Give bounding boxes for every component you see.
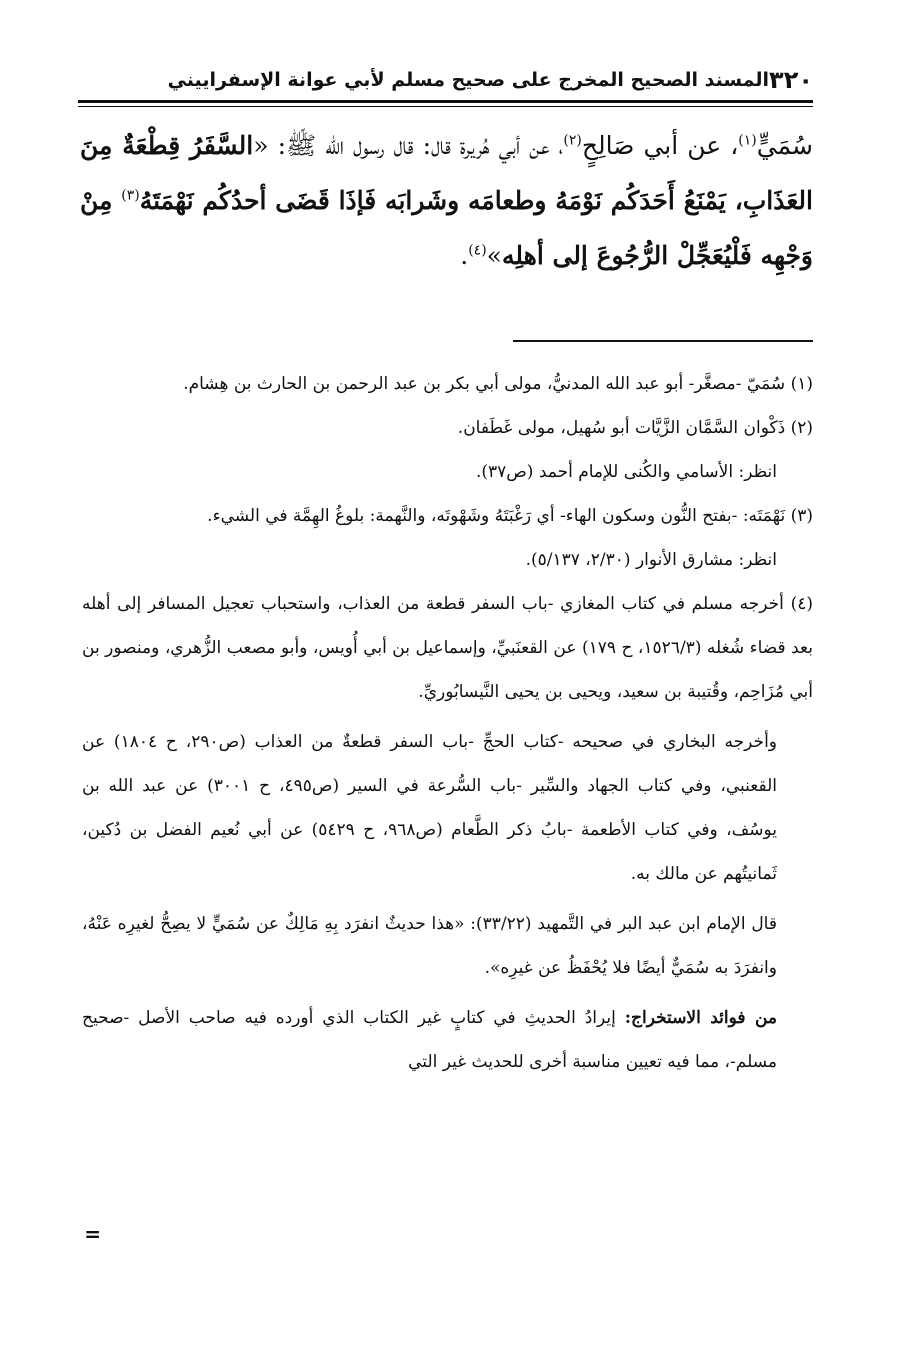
- narrator-1: سُمَيٍّ: [756, 131, 814, 160]
- footnote-4-bukhari: وأخرجه البخاري في صحيحه -كتاب الحجِّ -باب السفر قطعةٌ من العذاب (ص٢٩٠، ح ١٨٠٤) عن القعنبي، وفي كتاب الجهاد والسِّير -باب السُّرعة في السير (ص٤٩٥، ح ٣٠٠١) عن عبد الله بن يوسُف، وفي كتاب الأطعمة -بابُ ذكر الطَّعام (ص٩٦٨، ح ٥٤٢٩) عن أبي نُعيم الفضل بن دُكين، ثَمانيتُهم عن مالك به.: [82, 732, 777, 884]
- sentence-end: .: [460, 241, 469, 270]
- footnote-ref-1: (١): [738, 132, 757, 149]
- benefits-text: إيرادُ الحديثِ في كتابٍ غير الكتاب الذي أورده فيه صاحب الأصل -صحيح مسلم-، مما فيه تعيين مناسبة أخرى للحديث غير التي: [82, 1008, 777, 1072]
- footnote-ref-3: (٣): [121, 187, 140, 204]
- footnote-1: (١) سُمَيّ -مصغَّر- أبو عبد الله المدنيُّ، مولى أبي بكر بن عبد الرحمن بن الحارث بن هِشام.: [183, 374, 813, 394]
- header-rule-thin: [78, 106, 813, 107]
- hadith-text: [80, 118, 813, 283]
- footnote-2-ref: انظر: الأسامي والكُنى للإمام أحمد (ص٣٧).: [475, 462, 777, 482]
- footnote-3: (٣) نَهْمَتَه: -بفتح النُّون وسكون الهاء- أي رَغْبَتَهُ وشَهْوتَه، والنَّهمة: بلوغُ الهِمَّة في الشيء.: [207, 506, 813, 526]
- quote-close: »: [486, 241, 502, 270]
- page-number: ٣٢٠: [769, 66, 813, 94]
- footnote-divider: [513, 340, 813, 342]
- narrator-2: ، عن أبي صَالِحٍ: [581, 131, 739, 160]
- hadith-matn-2: مِنْ وَجْهِه فَلْيُعَجِّلْ الرُّجُوعَ إلى أهلِه: [80, 186, 813, 270]
- footnote-2: (٢) ذَكْوان السَّمَّان الزَّيَّات أبو سُهيل، مولى غَطَفان.: [457, 418, 813, 438]
- benefits-label: من فوائد الاستخراج:: [624, 1008, 778, 1028]
- running-title: المسند الصحيح المخرج على صحيح مسلم لأبي عوانة الإسفراييني: [167, 69, 770, 91]
- page-header: [168, 62, 813, 98]
- footnote-4-benefits: [82, 996, 813, 1084]
- footnote-4-ibn-abd-al-barr: قال الإمام ابن عبد البر في التَّمهيد (٣٣/٢٢): «هذا حديثٌ انفرَد بِهِ مَالِكٌ عن سُمَيٍّ لا يصِحُّ لغيرِه عَنْهُ، وانفرَدَ به سُمَيٌّ أيضًا فلا يُحْفَظُ عن غيرِه».: [82, 914, 777, 978]
- footnote-4: (٤) أخرجه مسلم في كتاب المغازي -باب السفر قطعة من العذاب، واستحباب تعجيل المسافر إلى أهله بعد قضاء شُغله (١٥٢٦/٣، ح ١٧٩) عن القعنَبيِّ، وإسماعيل بن أبي أُويس، وأبو مصعب الزُّهري، ومنصور بن أبي مُزَاحِم، وقُتيبة بن سعيد، ويحيى بن يحيى النَّيسابُوريِّ.: [82, 594, 813, 702]
- narration-chain: ، عن أبي هُريرة قال: قال رسول الله ﷺ: «: [253, 131, 564, 160]
- header-rule: [78, 100, 813, 103]
- footnote-ref-4: (٤): [468, 242, 487, 259]
- continuation-mark: =: [84, 1222, 101, 1246]
- footnote-ref-2: (٢): [563, 132, 582, 149]
- footnotes: [82, 362, 813, 1084]
- footnote-3-ref: انظر: مشارق الأنوار (٢/٣٠، ٥/١٣٧).: [525, 550, 777, 570]
- hadith-matn-1: السَّفَرُ قِطْعَةٌ مِنَ العَذَابِ، يَمْنَعُ أَحَدَكُم نَوْمَهُ وطعامَه وشَرابَه فَإذَا قَضَى أحدُكُم نَهْمَتَهُ: [80, 131, 813, 215]
